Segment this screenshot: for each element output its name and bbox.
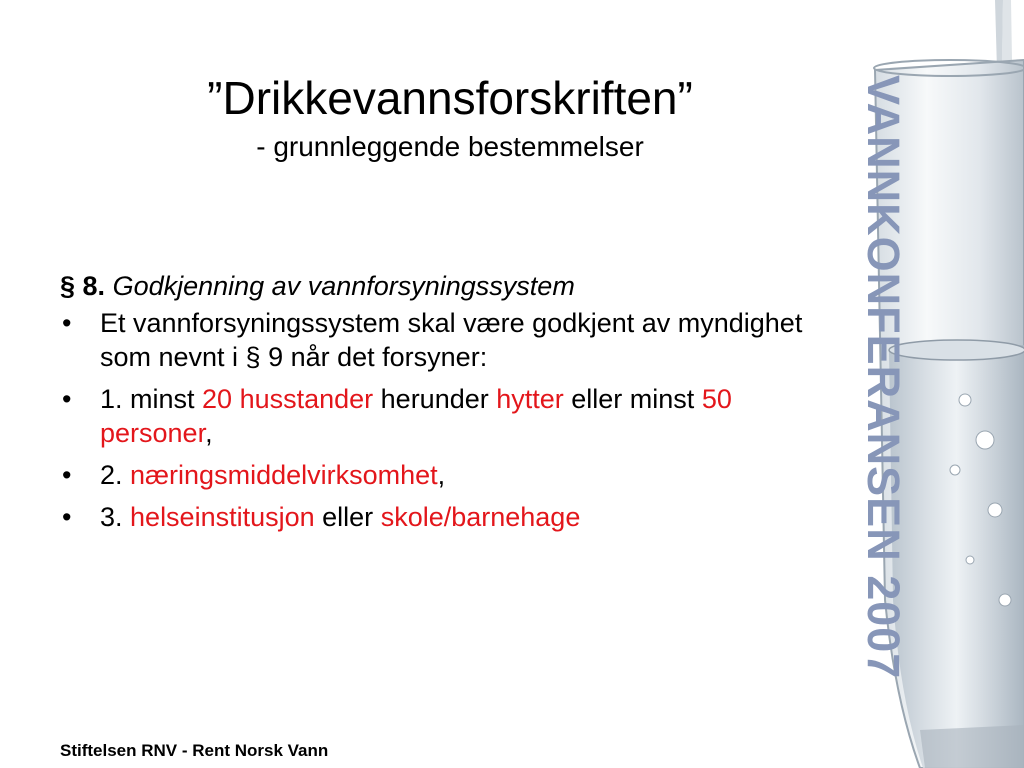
list-item (60, 306, 850, 374)
section-heading (60, 268, 850, 304)
bullet-list (60, 306, 850, 534)
bullet-text: herunder (373, 384, 497, 414)
highlight-text: helseinstitusjon (130, 502, 315, 532)
section-title: Godkjenning av vannforsyningssystem (112, 271, 575, 301)
conference-brand: VANNKONFERANSEN 2007 (858, 75, 909, 680)
bullet-text: 3. (100, 502, 131, 532)
content-body (60, 268, 850, 542)
list-item (60, 458, 850, 492)
bullet-text: 1. minst (100, 384, 203, 414)
bullet-text: eller (314, 502, 381, 532)
page-title: ”Drikkevannsforskriften” (207, 72, 693, 124)
bullet-dot: • (62, 460, 72, 490)
bullet-text: 2. (100, 460, 131, 490)
section-number: § 8. (60, 271, 106, 301)
highlight-text: 50 personer (100, 384, 732, 448)
highlight-text: hytter (496, 384, 564, 414)
highlight-text: 20 husstander (202, 384, 374, 414)
footer: Stiftelsen RNV - Rent Norsk Vann (60, 741, 329, 760)
list-item (60, 382, 850, 450)
bullet-dot: • (62, 502, 72, 532)
page-subtitle: - grunnleggende bestemmelser (256, 131, 644, 162)
list-item (60, 500, 850, 534)
bullet-dot: • (62, 384, 72, 414)
bullet-text: eller minst (563, 384, 702, 414)
bullet-text: , (205, 418, 213, 448)
title-block (60, 70, 840, 164)
highlight-text: skole/barnehage (380, 502, 581, 532)
bullet-text: Et vannforsyningssystem skal være godkjent av myndighet som nevnt i § 9 når det forsyner: (100, 308, 803, 372)
bullet-dot: • (62, 308, 72, 338)
bullet-text: , (437, 460, 446, 490)
highlight-text: næringsmiddelvirksomhet (130, 460, 438, 490)
